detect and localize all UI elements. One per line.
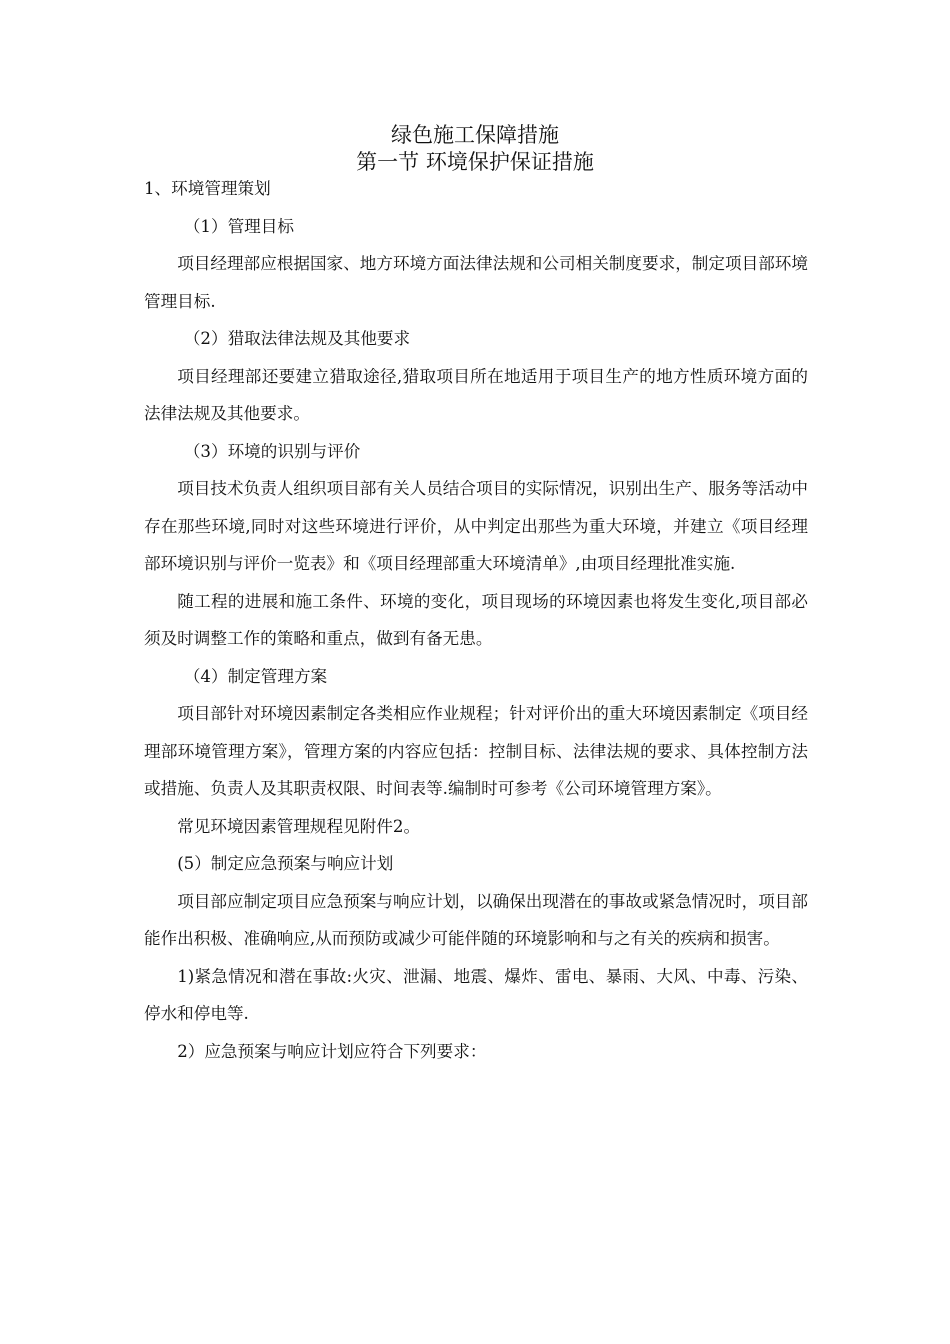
paragraph: 项目经理部还要建立猎取途径,猎取项目所在地适用于项目生产的地方性质环境方面的法律法规及其他要求。: [144, 366, 808, 423]
paragraph: 项目部应制定项目应急预案与响应计划，以确保出现潜在的事故或紧急情况时，项目部能作出积极、准确响应,从而预防或减少可能伴随的环境影响和与之有关的疾病和损害。: [144, 891, 808, 948]
paragraph: 项目部针对环境因素制定各类相应作业规程；针对评价出的重大环境因素制定《项目经理部环境管理方案》，管理方案的内容应包括：控制目标、法律法规的要求、具体控制方法或措施、负责人及其职责权限、时间表等.编制时可参考《公司环境管理方案》。: [144, 704, 808, 798]
paragraph: 1、环境管理策划: [144, 179, 271, 198]
paragraph: 2）应急预案与响应计划应符合下列要求：: [177, 1041, 487, 1061]
paragraph: （1）管理目标: [183, 216, 294, 236]
paragraph: 1)紧急情况和潜在事故:火灾、泄漏、地震、爆炸、雷电、暴雨、大风、中毒、污染、停水和停电等.: [144, 966, 808, 1023]
paragraph: 常见环境因素管理规程见附件2。: [177, 816, 421, 836]
paragraph: (5）制定应急预案与响应计划: [177, 854, 394, 873]
document-title: 绿色施工保障措施: [391, 123, 559, 147]
paragraph: （2）猎取法律法规及其他要求: [183, 329, 411, 348]
document-body: [144, 170, 808, 1070]
paragraph: （4）制定管理方案: [183, 666, 328, 686]
paragraph: （3）环境的识别与评价: [183, 441, 361, 461]
paragraph: 项目技术负责人组织项目部有关人员结合项目的实际情况，识别出生产、服务等活动中存在那些环境,同时对这些环境进行评价，从中判定出那些为重大环境，并建立《项目经理部环境识别与评价一览表》和《项目经理部重大环境清单》,由项目经理批准实施.: [144, 479, 808, 573]
paragraph: 项目经理部应根据国家、地方环境方面法律法规和公司相关制度要求，制定项目部环境管理目标.: [144, 254, 808, 311]
section-title: 第一节 环境保护保证措施: [356, 150, 594, 174]
paragraph: 随工程的进展和施工条件、环境的变化，项目现场的环境因素也将发生变化,项目部必须及时调整工作的策略和重点，做到有备无患。: [144, 591, 808, 648]
